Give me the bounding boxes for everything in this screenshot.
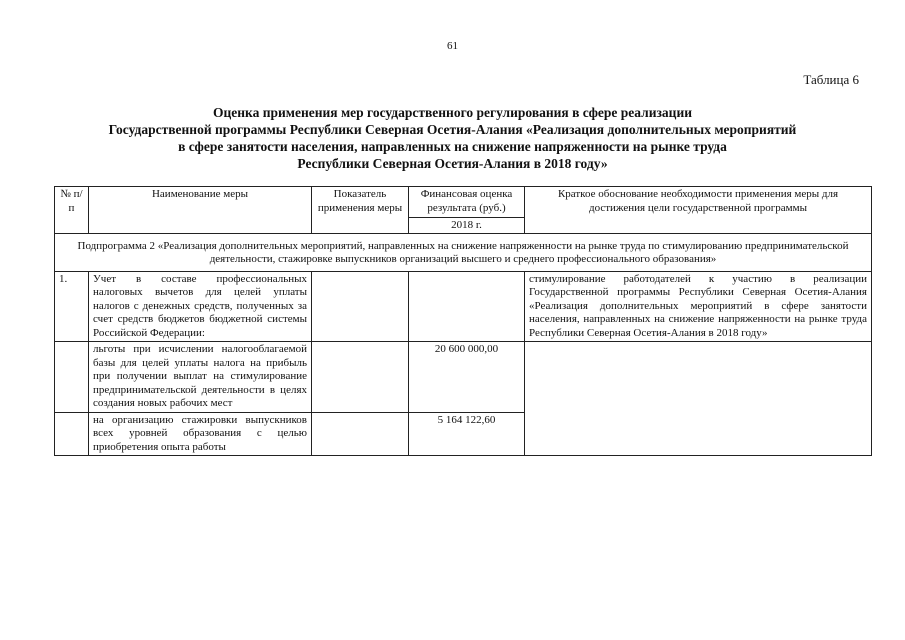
row-num: 1. [55, 271, 89, 342]
header-finance-label: Финансовая оценка результата (руб.) [420, 188, 513, 214]
header-rationale: Краткое обоснование необходимости применения меры для достижения цели государственной программы [525, 187, 872, 234]
row-num [55, 412, 89, 456]
subprogram-text: Подпрограмма 2 «Реализация дополнительных мероприятий, направленных на снижение напряженности на рынке труда по стимулированию предпринимательской деятельности, стажировке выпускников организаций высшего и среднего профессионального образования» [55, 233, 872, 271]
title-line: Оценка применения мер государственного регулирования в сфере реализации [212, 105, 693, 120]
table-header-row [55, 187, 872, 234]
header-year: 2018 г. [409, 217, 524, 233]
title-line: в сфере занятости населения, направленных на снижение напряженности на рынке труда [178, 139, 727, 154]
header-name: Наименование меры [89, 187, 312, 234]
table-row [55, 271, 872, 342]
document-title [60, 104, 845, 172]
table-row [55, 342, 872, 413]
row-amount [409, 271, 525, 342]
row-indicator [312, 412, 409, 456]
row-name: Учет в составе профессиональных налоговых вычетов для целей уплаты налогов с денежных средств, полученных за счет средств бюджетов бюджетной системы Российской Федерации: [89, 271, 312, 342]
title-line: Государственной программы Республики Северная Осетия-Алания «Реализация дополнительных мероприятий [108, 122, 797, 137]
row-amount: 5 164 122,60 [409, 412, 525, 456]
header-num: № п/п [55, 187, 89, 234]
row-amount: 20 600 000,00 [409, 342, 525, 413]
row-name: льготы при исчислении налогооблагаемой базы для целей уплаты налога на прибыль при получении выплат на стимулирование предпринимательской деятельности в целях создания новых рабочих мест [89, 342, 312, 413]
row-rationale: стимулирование работодателей к участию в реализации Государственной программы Республики Северная Осетия-Алания «Реализация дополнительных мероприятий в сфере занятости населения, направленных на снижение напряженности на рынке труда Республики Северная Осетия-Алания в 2018 году» [525, 271, 872, 342]
header-indicator: Показатель применения меры [312, 187, 409, 234]
title-line: Республики Северная Осетия-Алания в 2018 году» [297, 156, 608, 171]
table-label: Таблица 6 [803, 72, 859, 87]
header-finance [409, 187, 525, 234]
subprogram-row [55, 233, 872, 271]
measures-table [54, 186, 872, 456]
row-name: на организацию стажировки выпускников всех уровней образования с целью приобретения опыта работы [89, 412, 312, 456]
page-number: 61 [447, 40, 458, 52]
row-indicator [312, 271, 409, 342]
row-num [55, 342, 89, 413]
row-indicator [312, 342, 409, 413]
row-rationale [525, 342, 872, 456]
